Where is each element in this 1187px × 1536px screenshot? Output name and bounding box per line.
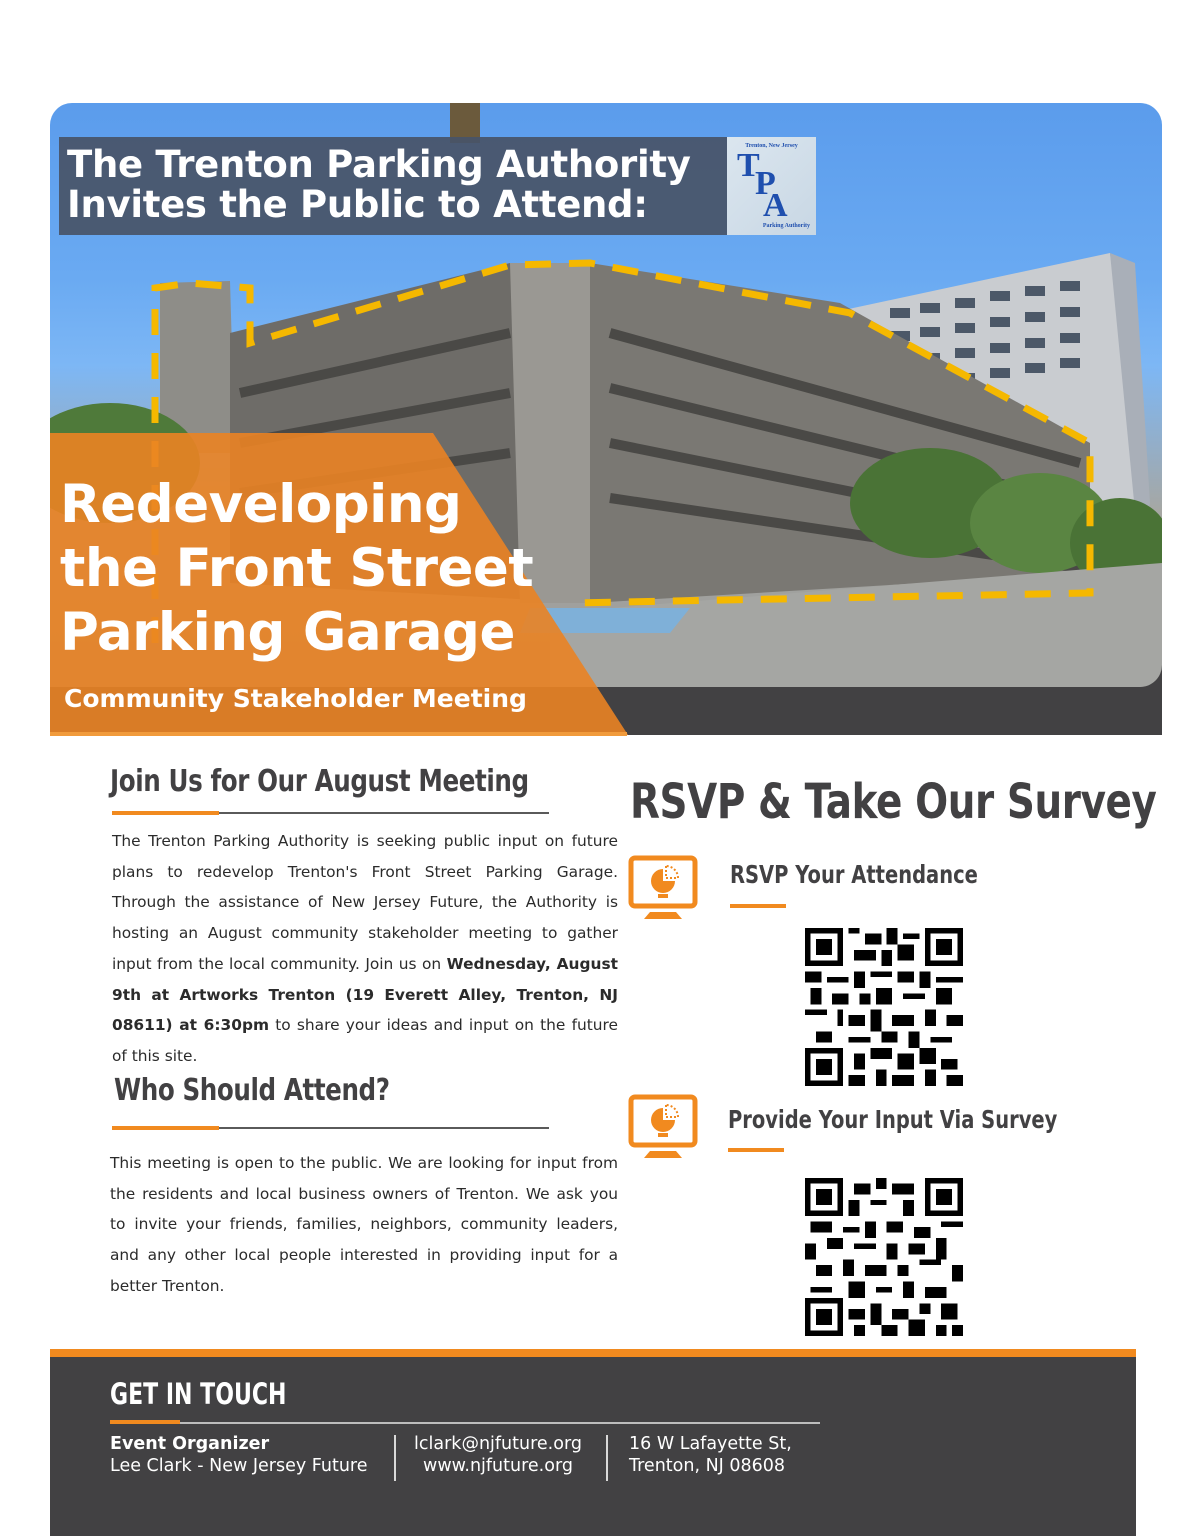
monitor-chart-icon bbox=[628, 855, 698, 921]
address-block bbox=[629, 1433, 792, 1477]
logo-letter-a: A bbox=[763, 187, 788, 224]
rsvp-qr-code[interactable] bbox=[805, 928, 963, 1086]
address-line-1: 16 W Lafayette St, bbox=[629, 1434, 792, 1454]
hero-headline bbox=[60, 473, 533, 665]
logo-letter-t: T bbox=[737, 147, 760, 184]
tpa-logo bbox=[727, 137, 816, 235]
title-line-1: The Trenton Parking Authority bbox=[67, 143, 691, 186]
meeting-heading-accent bbox=[112, 811, 219, 815]
footer-contact bbox=[50, 1357, 1136, 1536]
footer-rule-accent bbox=[110, 1420, 180, 1424]
meeting-body-intro: The Trenton Parking Authority is seeking public input on future plans to redevelop Trenton's Front Street Parking Garage. Through the assistance of New Jersey Future, the Authority is hosting an August community stakeholder meeting to gather input from the local community. Join us on bbox=[112, 832, 618, 973]
footer-title: GET IN TOUCH bbox=[110, 1377, 287, 1411]
rsvp-attendance-accent bbox=[730, 904, 786, 908]
hero-banner bbox=[50, 103, 1162, 735]
email-link[interactable]: lclark@njfuture.org bbox=[414, 1434, 582, 1454]
meeting-body-outro: to share your ideas and input on the future of this site. bbox=[112, 1016, 618, 1065]
logo-bottom-text: Parking Authority bbox=[762, 223, 810, 229]
website-link[interactable]: www.njfuture.org bbox=[423, 1456, 573, 1476]
organizer-block bbox=[110, 1433, 368, 1477]
footer-accent-bar bbox=[50, 1349, 1136, 1357]
organizer-label: Event Organizer bbox=[110, 1434, 270, 1454]
meeting-body bbox=[112, 826, 618, 1072]
rsvp-attendance-label: RSVP Your Attendance bbox=[730, 860, 978, 889]
attend-heading-accent bbox=[112, 1126, 219, 1130]
logo-top-text: Trenton, New Jersey bbox=[745, 143, 798, 149]
headline-line-3: Parking Garage bbox=[60, 602, 515, 663]
survey-qr-code[interactable] bbox=[805, 1178, 963, 1336]
hero-subtitle: Community Stakeholder Meeting bbox=[64, 684, 527, 713]
page-title bbox=[59, 137, 727, 235]
footer-divider-2 bbox=[606, 1435, 608, 1481]
contact-block bbox=[413, 1433, 583, 1477]
rsvp-heading: RSVP & Take Our Survey bbox=[630, 774, 1157, 830]
address-line-2: Trenton, NJ 08608 bbox=[629, 1456, 786, 1476]
hero-photo-corner bbox=[1140, 665, 1162, 687]
title-line-2: Invites the Public to Attend: bbox=[67, 183, 648, 226]
organizer-name: Lee Clark - New Jersey Future bbox=[110, 1456, 368, 1476]
meeting-heading: Join Us for Our August Meeting bbox=[110, 764, 529, 799]
survey-accent bbox=[728, 1148, 784, 1152]
headline-panel-edge bbox=[50, 732, 627, 736]
footer-rule bbox=[110, 1422, 820, 1424]
attend-heading: Who Should Attend? bbox=[114, 1073, 390, 1108]
logo-letter-p: P bbox=[755, 165, 776, 202]
meeting-details: Wednesday, August 9th at Artworks Trenton (19 Everett Alley, Trenton, NJ 08611) at 6:30pm bbox=[112, 954, 618, 1035]
headline-line-2: the Front Street bbox=[60, 538, 534, 599]
survey-label: Provide Your Input Via Survey bbox=[728, 1105, 1058, 1134]
attend-body: This meeting is open to the public. We are looking for input from the residents and local business owners of Trenton. We ask you to invite your friends, families, neighbors, community leaders, and any other local people interested in providing input for a better Trenton. bbox=[110, 1154, 618, 1295]
footer-divider-1 bbox=[394, 1435, 396, 1481]
monitor-chart-icon bbox=[628, 1094, 698, 1160]
headline-line-1: Redeveloping bbox=[60, 474, 462, 535]
